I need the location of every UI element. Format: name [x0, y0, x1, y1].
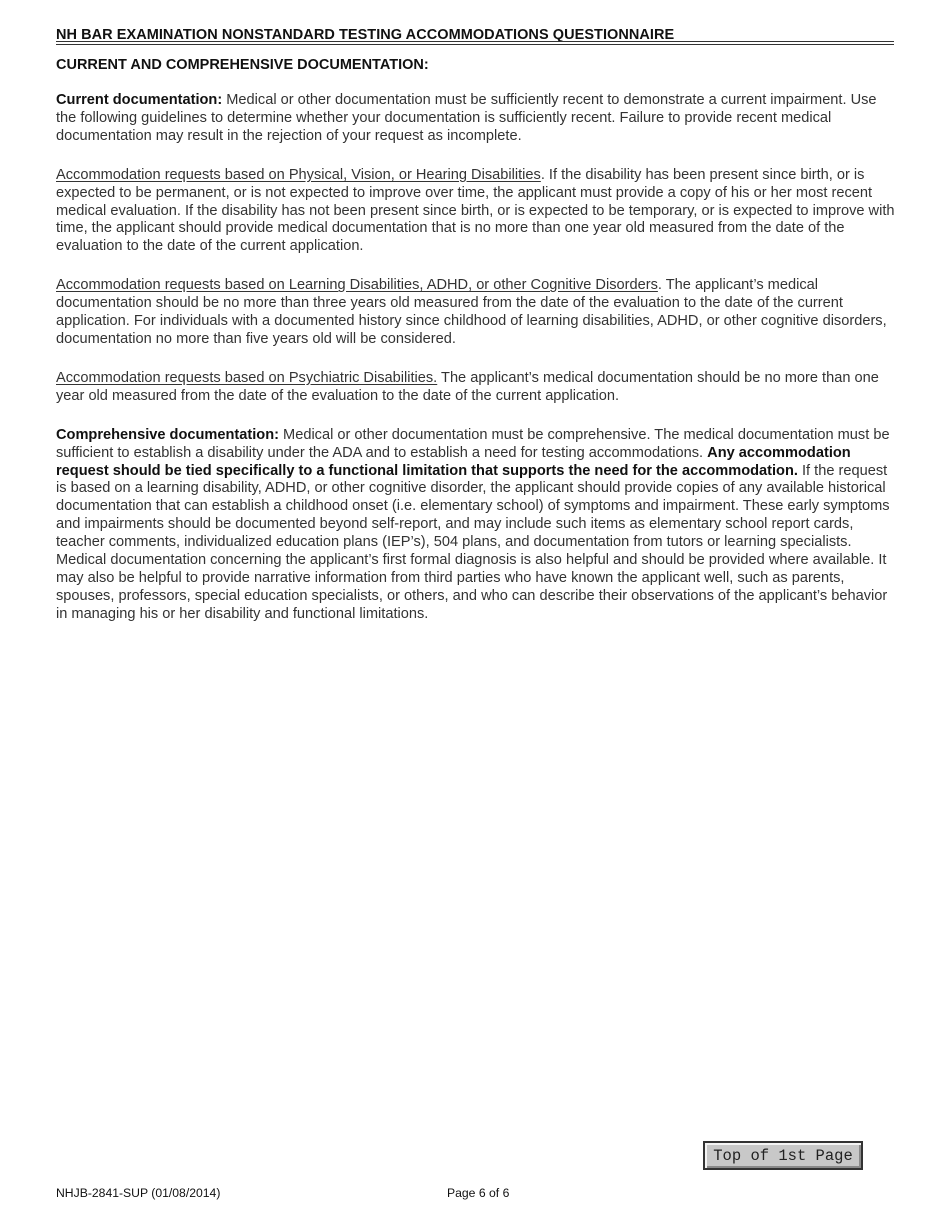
header-rule: [56, 41, 894, 45]
physical-disabilities-label: Accommodation requests based on Physical, Vision, or Hearing Disabilities: [56, 166, 541, 183]
learning-disabilities-label: Accommodation requests based on Learning Disabilities, ADHD, or other Cognitive Disorders: [56, 277, 658, 294]
comprehensive-documentation-emphasis: Any accommodation request should be tied specifically to a functional limitation that supports the need for the accommodation.: [56, 444, 851, 479]
comprehensive-documentation-text: Medical or other documentation must be comprehensive. The medical documentation must be sufficient to establish a disability under the ADA and to establish a need for testing accommodations.: [56, 426, 890, 461]
learning-disabilities-text: . The applicant’s medical documentation should be no more than three years old measured from the date of the evaluation to the date of the current application. For individuals with a documented history since childhood of learning disabilities, ADHD, or other cognitive disorders, documentation no more than five years old will be considered.: [56, 277, 887, 347]
document-body: [56, 92, 896, 645]
current-documentation-label: Current documentation:: [56, 92, 223, 108]
learning-disabilities-paragraph: [56, 277, 896, 349]
comprehensive-documentation-paragraph: [56, 427, 896, 624]
comprehensive-documentation-text-continued: If the request is based on a learning disability, ADHD, or other cognitive disorder, the applicant should provide copies of any available historical documentation that can establish a childhood onset (i.e. elementary school) of symptoms and impairment. These early symptoms and impairments should be documented beyond self-report, and may include such items as elementary school report cards, teacher comments, individualized education plans (IEP’s), 504 plans, and documentation from tutors or learning specialists. Medical documentation concerning the applicant’s first formal diagnosis is also helpful and should be provided where available. It may also be helpful to provide narrative information from third parties who have known the applicant well, such as parents, spouses, professors, special education specialists, or others, and who can describe their observations of the applicant’s behavior in managing his or her disability and functional limitations.: [56, 462, 890, 622]
footer-form-id: NHJB-2841-SUP (01/08/2014): [56, 1186, 221, 1200]
page-header: NH BAR EXAMINATION NONSTANDARD TESTING ACCOMMODATIONS QUESTIONNAIRE: [56, 27, 675, 43]
psychiatric-disabilities-text: The applicant’s medical documentation should be no more than one year old measured from the date of the evaluation to the date of the current application.: [56, 369, 879, 404]
psychiatric-disabilities-label: Accommodation requests based on Psychiatric Disabilities.: [56, 369, 438, 386]
comprehensive-documentation-label: Comprehensive documentation:: [56, 426, 279, 443]
psychiatric-disabilities-paragraph: [56, 370, 896, 406]
current-documentation-text: Medical or other documentation must be sufficiently recent to demonstrate a current impairment. Use the following guidelines to determine whether your documentation is sufficiently recent. Failure to provide recent medical documentation may result in the rejection of your request as incomplete.: [56, 92, 877, 144]
footer-page-number: Page 6 of 6: [447, 1186, 510, 1200]
physical-disabilities-paragraph: [56, 167, 896, 257]
top-of-first-page-button[interactable]: Top of 1st Page: [703, 1141, 863, 1170]
current-documentation-paragraph: [56, 92, 896, 146]
section-heading: CURRENT AND COMPREHENSIVE DOCUMENTATION:: [56, 57, 429, 73]
physical-disabilities-text: . If the disability has been present since birth, or is expected to be permanent, or is not expected to improve over time, the applicant must provide a copy of his or her most recent medical evaluation. If the disability has not been present since birth, or is expected to be temporary, or is expected to improve with time, the applicant should provide medical documentation that is no more than one year old measured from the date of the evaluation to the date of the current application.: [56, 166, 895, 255]
